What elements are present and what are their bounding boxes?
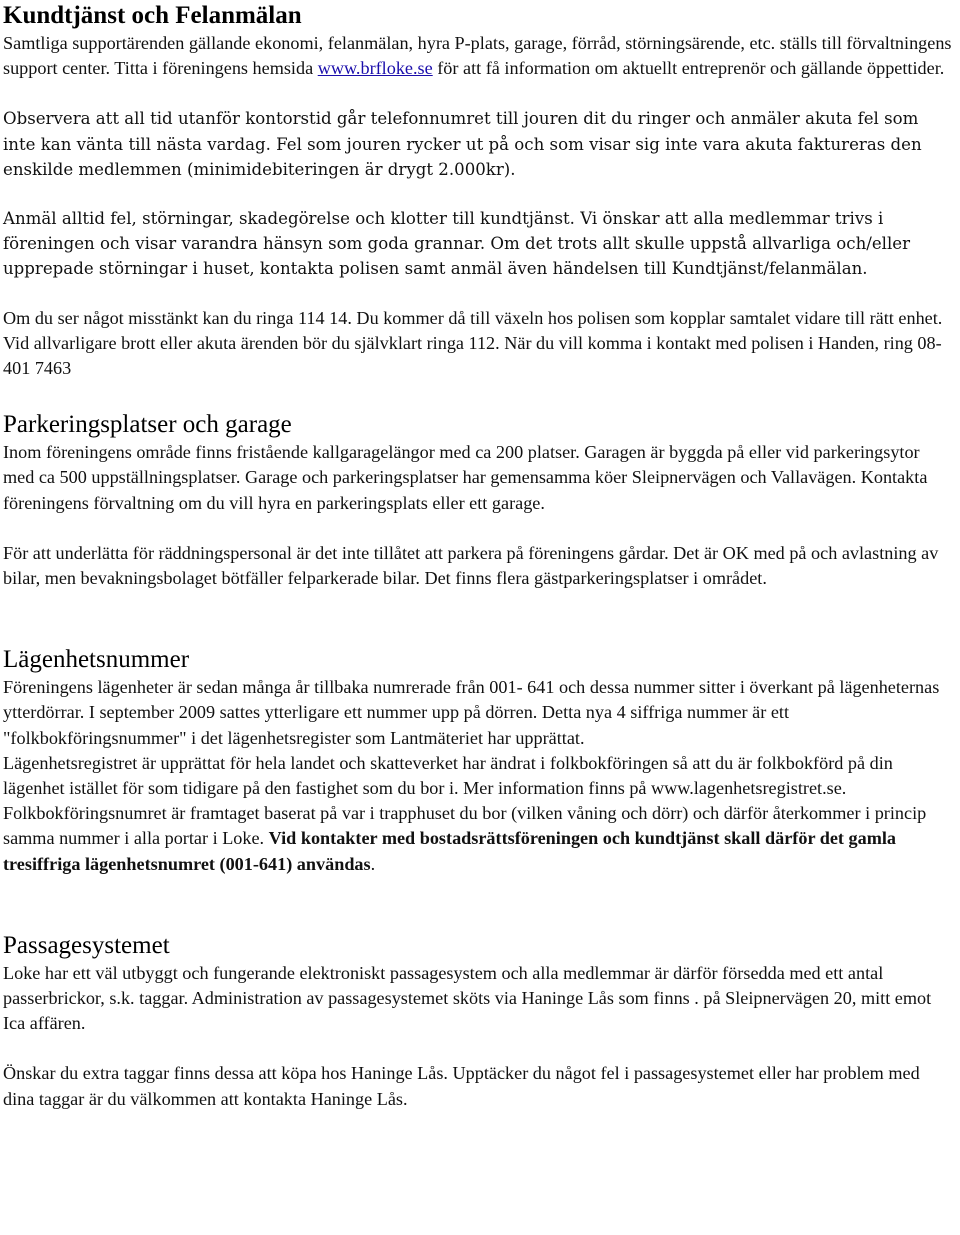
kundtjanst-paragraph-1-text-a: Samtliga supportärenden gällande ekonomi, felanmälan, hyra P-plats, garage, förråd, störningsärende, etc. ställs till förvaltningens support center. Titta i föreningens hemsida (3, 33, 952, 79)
parkering-paragraph-1: Inom föreningens område finns fristående kallgaragelängor med ca 200 platser. Garagen är byggda på eller vid parkeringsytor med ca 500 uppställningsplatser. Garage och parkeringsplatser har gemensamma köer Sleipnervägen och Vallavägen. Kontakta föreningens förvaltning om du vill hyra en parkeringsplats eller ett garage. (3, 442, 928, 513)
section-title-lagenhetsnummer: Lägenhetsnummer (3, 646, 190, 674)
passage-paragraph-1: Loke har ett väl utbyggt och fungerande elektroniskt passagesystem och alla medlemmar är därför försedda med ett antal passerbrickor, s.k. taggar. Administration av passagesystemet sköts via Haninge Lås som finns . på Sleipnervägen 20, mitt emot Ica affären. (3, 962, 932, 1034)
lagenhet-paragraph-2-bold: Vid kontakter med bostadsrättsföreningen och kundtjänst skall därför det gamla tresiffriga lägenhetsnumret (001-641) användas (3, 828, 897, 874)
kundtjanst-paragraph-3-text-c: Om det trots allt skulle uppstå allvarliga och/eller upprepade störningar i huset, kontakta polisen samt anmäl även händelsen till Kundtjänst/felanmälan. (3, 234, 911, 279)
kundtjanst-paragraph-1-text-b: för att få information om aktuellt entreprenör och gällande öppettider. (432, 58, 945, 79)
kundtjanst-paragraph-3-text-a: Anmäl alltid fel, störningar, skadegörelse och klotter till kundtjänst. (3, 209, 575, 229)
kundtjanst-paragraph-2-text-b: Fel som jouren rycker ut på och som visar sig inte vara akuta faktureras den enskilde medlemmen (minimidebiteringen är drygt 2.000kr). (3, 134, 922, 179)
kundtjanst-paragraph-3 (3, 206, 955, 282)
parkering-paragraph-2: För att underlätta för räddningspersonal är det inte tillåtet att parkera på föreningens gårdar. Det är OK med på och avlastning av bilar, men bevakningsbolaget bötfäller felparkerade bilar. Det finns flera gästparkeringsplatser i området. (3, 542, 939, 589)
lagenhet-paragraph-2-end: . (370, 853, 376, 874)
section-title-passagesystemet: Passagesystemet (3, 931, 170, 959)
lagenhet-paragraph-2-text: Lägenhetsregistret är upprättat för hela landet och skatteverket har ändrat i folkbokföringen så att du är folkbokförd på din lägenhet istället för som tidigare på den fastighet som du bor i. Mer information finns på www.lagenhetsregistret.se. Folkbokföringsnumret är framtaget baserat på var i trapphuset du bor (vilken våning och dörr) och därför återkommer i princip samma nummer i alla portar i Loke. (3, 752, 927, 849)
hemsida-link[interactable]: www.brfloke.se (317, 58, 433, 79)
kundtjanst-paragraph-1 (3, 31, 955, 81)
kundtjanst-paragraph-2 (3, 106, 955, 182)
lagenhet-paragraph-2 (3, 751, 955, 877)
lagenhet-paragraph-1: Föreningens lägenheter är sedan många år tillbaka numrerade från 001- 641 och dessa nummer sitter i överkant på lägenheternas ytterdörrar. I september 2009 sattes ytterligare ett nummer upp på dörren. Detta nya 4 siffriga nummer är ett "folkbokföringsnummer" i det lägenhetsregister som Lantmäteriet har upprättat. (3, 677, 940, 748)
kundtjanst-paragraph-2-text-a: Observera att all tid utanför kontorstid går telefonnumret till jouren dit du ringer och anmäler akuta fel som inte kan vänta till nästa vardag. (3, 109, 919, 154)
section-title-kundtjanst: Kundtjänst och Felanmälan (3, 2, 302, 29)
document-page (3, 0, 955, 1112)
kundtjanst-paragraph-4: Om du ser något misstänkt kan du ringa 114 14. Du kommer då till växeln hos polisen som kopplar samtalet vidare till rätt enhet. Vid allvarligare brott eller akuta ärenden bör du självklart ringa 112. När du vill komma i kontakt med polisen i Handen, ring 08-401 7463 (3, 307, 943, 379)
passage-paragraph-2: Önskar du extra taggar finns dessa att köpa hos Haninge Lås. Upptäcker du något fel i passagesystemet eller har problem med dina taggar är du välkommen att kontakta Haninge Lås. (3, 1063, 920, 1109)
kundtjanst-paragraph-3-text-b: Vi önskar att alla medlemmar trivs i föreningen och visar varandra hänsyn som goda grannar. (3, 209, 884, 254)
section-title-parkering: Parkeringsplatser och garage (3, 411, 292, 439)
